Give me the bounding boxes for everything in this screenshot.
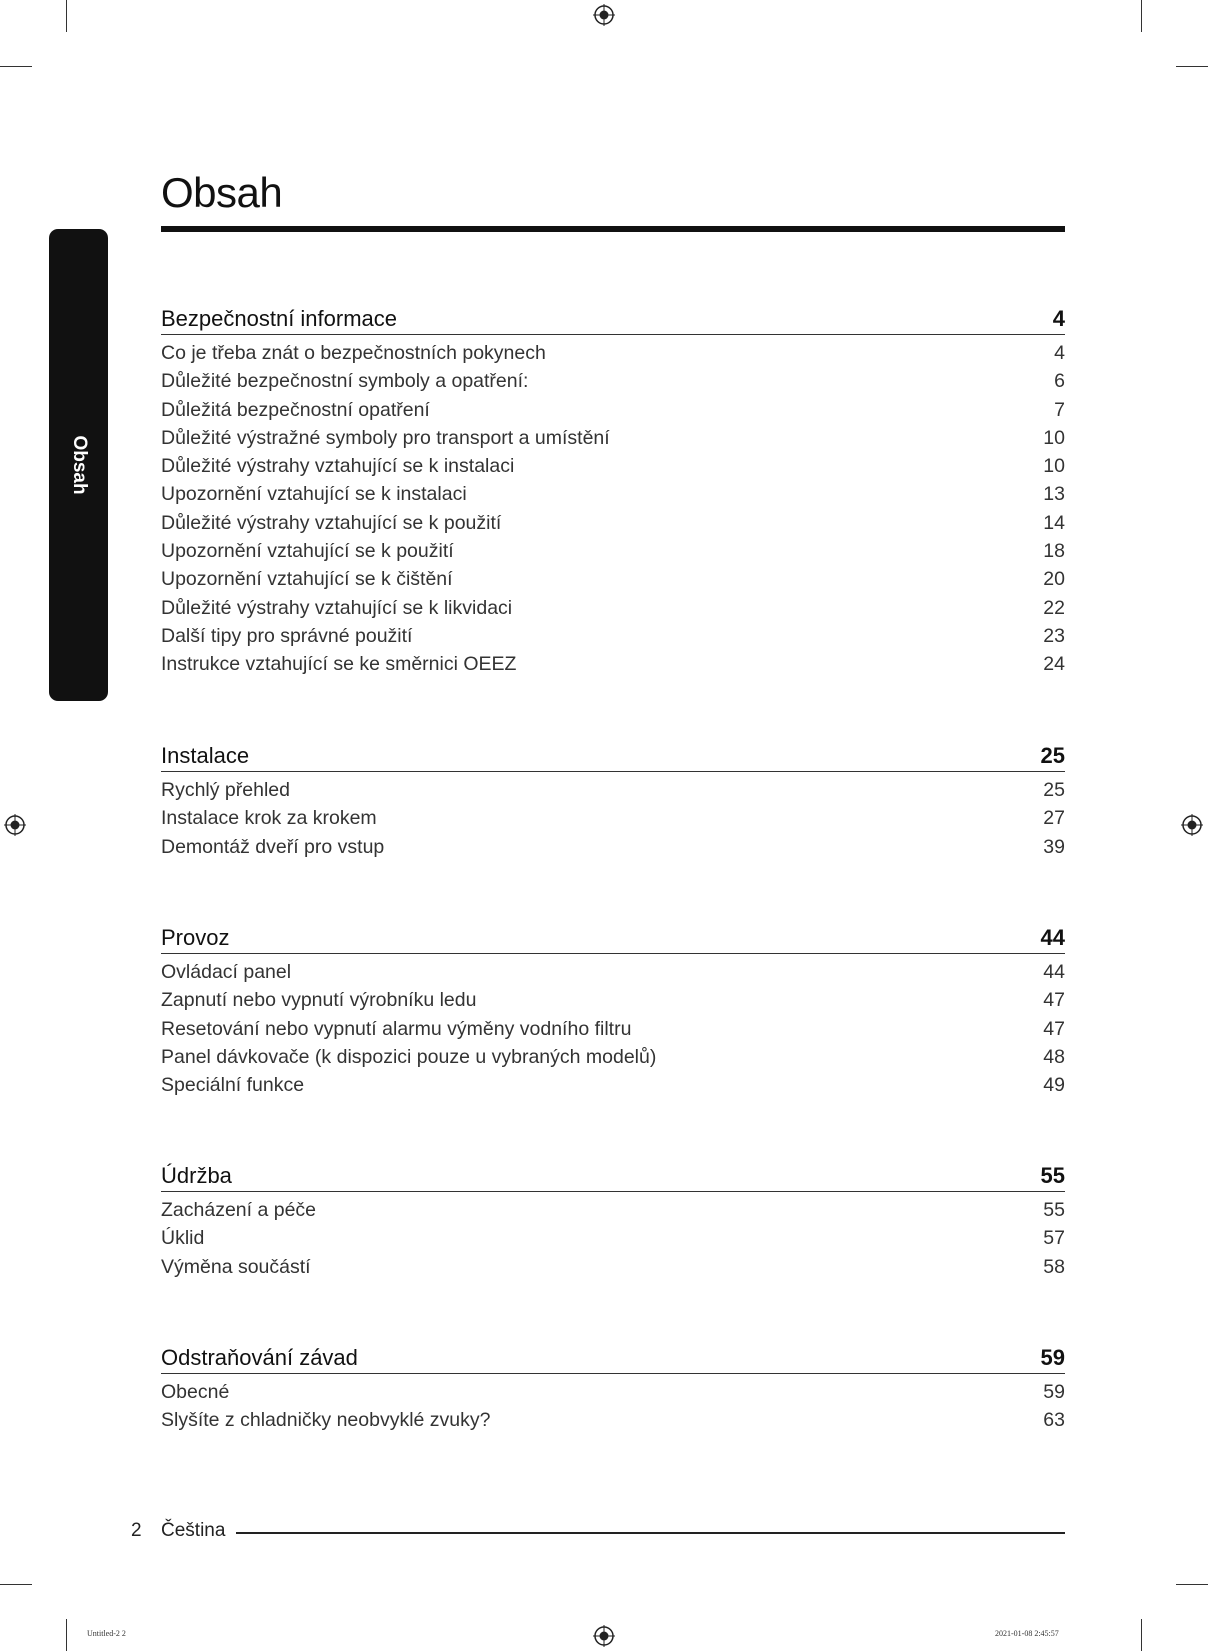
section-page: 55 — [1040, 1163, 1065, 1188]
crop-mark-bl-h — [0, 1584, 32, 1585]
entry-page: 47 — [1043, 1017, 1065, 1040]
registration-mark-right-icon — [1181, 814, 1203, 836]
section-title: Odstraňování závad — [161, 1345, 358, 1370]
toc-entry[interactable] — [161, 367, 1065, 395]
entry-label: Upozornění vztahující se k instalaci — [161, 483, 467, 506]
entry-page: 18 — [1043, 540, 1065, 563]
section-title: Údržba — [161, 1163, 232, 1188]
entry-label: Zacházení a péče — [161, 1199, 317, 1221]
registration-mark-left-icon — [4, 814, 26, 836]
entry-label: Úklid — [161, 1227, 205, 1250]
toc-entry[interactable] — [161, 424, 1065, 452]
entry-label: Panel dávkovače (k dispozici pouze u vybraných modelů) — [161, 1045, 657, 1068]
print-slug-right: 2021-01-08 2:45:57 — [995, 1629, 1059, 1638]
section-heading[interactable] — [161, 300, 1065, 335]
toc-entry[interactable] — [161, 650, 1065, 678]
toc-section-safety — [161, 300, 1065, 679]
footer-rule — [236, 1532, 1065, 1534]
toc-entry[interactable] — [161, 1015, 1065, 1043]
section-page: 25 — [1040, 743, 1065, 768]
entry-page: 49 — [1043, 1074, 1065, 1097]
entry-label: Důležité výstrahy vztahující se k instalaci — [161, 455, 515, 478]
toc-entry[interactable] — [161, 396, 1065, 424]
page-title: Obsah — [161, 169, 283, 216]
entry-page: 14 — [1043, 511, 1065, 534]
section-title: Bezpečnostní informace — [161, 306, 398, 331]
footer-page-number: 2 — [131, 1520, 142, 1541]
section-page: 44 — [1040, 925, 1065, 950]
entry-page: 13 — [1043, 483, 1065, 506]
title-rule — [161, 226, 1065, 232]
entry-label: Slyšíte z chladničky neobvyklé zvuky? — [161, 1409, 491, 1432]
toc-entry[interactable] — [161, 1406, 1065, 1434]
toc-entry[interactable] — [161, 1196, 1065, 1224]
section-heading[interactable] — [161, 737, 1065, 772]
section-heading[interactable] — [161, 919, 1065, 954]
section-heading[interactable] — [161, 1339, 1065, 1374]
entry-label: Ovládací panel — [161, 961, 292, 983]
toc-entry[interactable] — [161, 958, 1065, 986]
section-heading[interactable] — [161, 1157, 1065, 1192]
side-tab — [49, 229, 108, 701]
toc-entry[interactable] — [161, 452, 1065, 480]
entry-page: 58 — [1043, 1255, 1065, 1278]
entry-label: Důležitá bezpečnostní opatření — [161, 398, 430, 421]
entry-label: Co je třeba znát o bezpečnostních pokynech — [161, 342, 546, 364]
section-title: Instalace — [161, 743, 250, 768]
entry-label: Resetování nebo vypnutí alarmu výměny vodního filtru — [161, 1017, 632, 1040]
section-page: 59 — [1040, 1345, 1065, 1370]
crop-mark-tr-h — [1176, 66, 1208, 67]
entry-label: Upozornění vztahující se k použití — [161, 540, 454, 563]
crop-mark-bl-v — [66, 1619, 67, 1651]
toc-entry[interactable] — [161, 339, 1065, 367]
entry-page: 7 — [1054, 398, 1065, 421]
toc-section-installation — [161, 737, 1065, 861]
toc-entry[interactable] — [161, 480, 1065, 508]
entry-page: 48 — [1043, 1045, 1065, 1068]
entry-page: 44 — [1043, 961, 1065, 983]
entry-page: 4 — [1054, 342, 1065, 364]
entry-label: Výměna součástí — [161, 1255, 311, 1278]
crop-mark-br-h — [1176, 1584, 1208, 1585]
entry-page: 47 — [1043, 989, 1065, 1012]
entry-label: Upozornění vztahující se k čištění — [161, 568, 453, 591]
registration-mark-bottom-icon — [593, 1625, 615, 1647]
crop-mark-tl-v — [66, 0, 67, 32]
toc-entry[interactable] — [161, 1378, 1065, 1406]
entry-label: Důležité výstrahy vztahující se k použití — [161, 511, 502, 534]
toc-entry[interactable] — [161, 622, 1065, 650]
toc-entry[interactable] — [161, 565, 1065, 593]
toc-entry[interactable] — [161, 1071, 1065, 1099]
entry-label: Speciální funkce — [161, 1074, 305, 1097]
toc-entry[interactable] — [161, 1043, 1065, 1071]
entry-page: 23 — [1043, 624, 1065, 647]
registration-mark-top-icon — [593, 4, 615, 26]
entry-label: Důležité výstražné symboly pro transport a umístění — [161, 426, 610, 449]
entry-label: Demontáž dveří pro vstup — [161, 835, 385, 858]
entry-label: Další tipy pro správné použití — [161, 624, 413, 647]
toc-entry[interactable] — [161, 833, 1065, 861]
toc-entry[interactable] — [161, 1253, 1065, 1281]
toc-entry[interactable] — [161, 986, 1065, 1014]
entry-label: Instalace krok za krokem — [161, 807, 377, 830]
entry-label: Důležité bezpečnostní symboly a opatření: — [161, 370, 529, 393]
toc-entry[interactable] — [161, 776, 1065, 804]
toc-entry[interactable] — [161, 594, 1065, 622]
entry-label: Instrukce vztahující se ke směrnici OEEZ — [161, 653, 517, 676]
entry-label: Obecné — [161, 1381, 230, 1403]
crop-mark-tl-h — [0, 66, 32, 67]
entry-label: Důležité výstrahy vztahující se k likvidaci — [161, 596, 513, 619]
crop-mark-tr-v — [1141, 0, 1142, 32]
crop-mark-br-v — [1141, 1619, 1142, 1651]
entry-label: Rychlý přehled — [161, 779, 290, 801]
entry-page: 22 — [1043, 596, 1065, 619]
entry-page: 20 — [1043, 568, 1065, 591]
entry-page: 63 — [1043, 1409, 1065, 1432]
toc-entry[interactable] — [161, 509, 1065, 537]
toc-entry[interactable] — [161, 1224, 1065, 1252]
entry-label: Zapnutí nebo vypnutí výrobníku ledu — [161, 989, 477, 1012]
section-page: 4 — [1052, 306, 1065, 331]
entry-page: 55 — [1043, 1199, 1065, 1221]
section-title: Provoz — [161, 925, 230, 950]
toc-section-maintenance — [161, 1157, 1065, 1281]
footer-language: Čeština — [161, 1520, 226, 1541]
entry-page: 25 — [1043, 779, 1065, 801]
side-tab-label: Obsah — [68, 435, 90, 495]
toc-section-troubleshooting — [161, 1339, 1065, 1435]
entry-page: 39 — [1043, 835, 1065, 858]
toc-entry[interactable] — [161, 537, 1065, 565]
entry-page: 57 — [1043, 1227, 1065, 1250]
entry-page: 24 — [1043, 653, 1065, 676]
toc-section-operation — [161, 919, 1065, 1099]
print-slug-left: Untitled-2 2 — [87, 1629, 126, 1638]
entry-page: 6 — [1054, 370, 1065, 393]
entry-page: 27 — [1043, 807, 1065, 830]
entry-page: 10 — [1043, 455, 1065, 478]
entry-page: 59 — [1043, 1381, 1065, 1403]
entry-page: 10 — [1043, 426, 1065, 449]
toc-entry[interactable] — [161, 804, 1065, 832]
